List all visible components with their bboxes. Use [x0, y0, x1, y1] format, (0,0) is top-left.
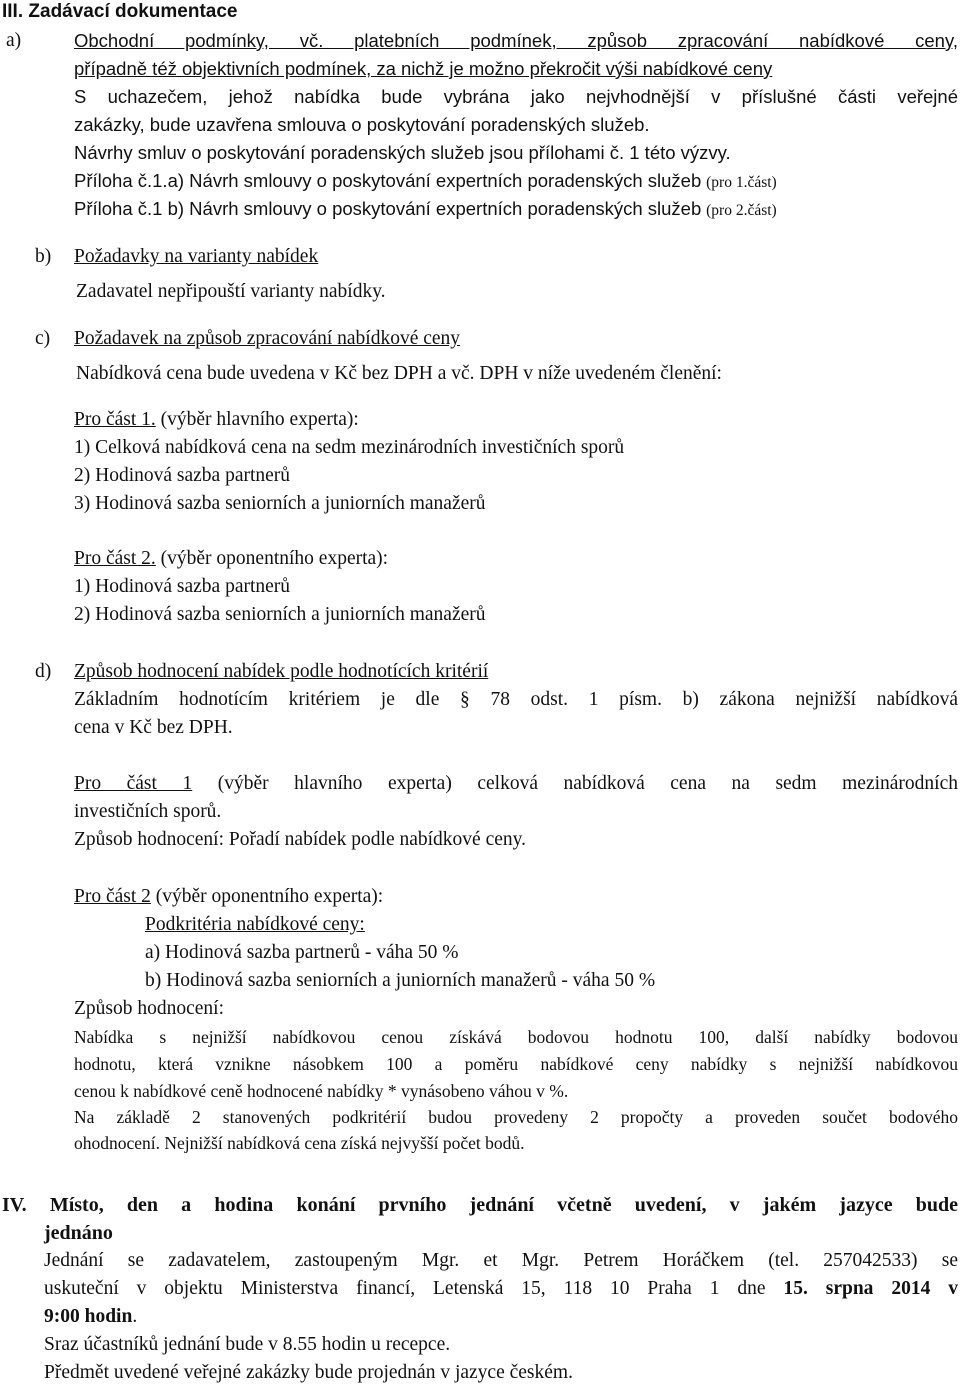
c-part2-label: Pro část 2. — [74, 548, 156, 569]
iv-meeting-date: 15. srpna 2014 v — [783, 1278, 958, 1299]
subsection-c-marker: c) — [35, 328, 51, 349]
d-method-line1: Nabídka s nejnižší nabídkovou cenou získává bodovou hodnotu 100, další nabídky bodovou — [74, 1027, 958, 1047]
d-subcriteria-title: Podkritéria nabídkové ceny: — [145, 914, 365, 935]
attachment-1a-text: Příloha č.1.a) Návrh smlouvy o poskytování expertních poradenských služeb — [74, 170, 702, 191]
iv-line3-period: . — [132, 1306, 138, 1327]
attachment-1b-part: (pro 2.část) — [706, 202, 777, 219]
section-iii-heading: III. Zadávací dokumentace — [2, 1, 238, 22]
section-iv-heading-line2: jednáno — [44, 1222, 113, 1244]
attachment-1a — [74, 167, 777, 197]
subsection-a-attachments-note: Návrhy smluv o poskytování poradenských služeb jsou přílohami č. 1 této výzvy. — [74, 142, 731, 163]
d-part1-label: Pro část 1 — [74, 773, 193, 794]
attachment-1b — [74, 195, 777, 225]
iv-meeting-time: 9:00 hodin — [44, 1306, 133, 1327]
d-part2-heading — [74, 883, 383, 911]
c-part2-heading — [74, 545, 388, 573]
c-part1-heading — [74, 406, 359, 434]
subsection-a-marker: a) — [6, 30, 22, 51]
c-part2-desc: (výběr oponentního experta): — [155, 548, 389, 569]
d-method-line4: Na základě 2 stanovených podkritérií budou provedeny 2 propočty a proveden součet bodového — [74, 1107, 958, 1127]
subsection-d-marker: d) — [35, 661, 52, 682]
d-subcriterion-a: a) Hodinová sazba partnerů - váha 50 % — [145, 942, 459, 963]
attachment-1b-text: Příloha č.1 b) Návrh smlouvy o poskytování expertních poradenských služeb — [74, 198, 702, 219]
subsection-a-title: Obchodní podmínky, vč. platebních podmínek, způsob zpracování nabídkové ceny, — [74, 30, 958, 51]
subsection-b-text: Zadavatel nepřipouští varianty nabídky. — [76, 281, 386, 302]
section-iv-heading: IV. Místo, den a hodina konání prvního jednání včetně uvedení, v jakém jazyce bude — [2, 1194, 958, 1216]
d-part2-desc: (výběr oponentního experta): — [150, 886, 384, 907]
d-part1-evaluation: Způsob hodnocení: Pořadí nabídek podle nabídkové ceny. — [74, 829, 527, 850]
subsection-a-title-line2: případně též objektivních podmínek, za nichž je možno překročit výši nabídkové ceny — [74, 58, 773, 79]
d-method-line2: hodnotu, která vznikne násobkem 100 a poměru nabídkové ceny nabídky s nejnižší nabídkovou — [74, 1054, 958, 1074]
iv-line1: Jednání se zadavatelem, zastoupeným Mgr. et Mgr. Petrem Horáčkem (tel. 257042533) se — [44, 1250, 958, 1271]
d-part1-line2: investičních sporů. — [74, 801, 222, 822]
iv-line5: Předmět uvedené veřejné zakázky bude projednán v jazyce českém. — [44, 1362, 573, 1383]
subsection-c-title: Požadavek na způsob zpracování nabídkové ceny — [74, 328, 461, 349]
d-part1-line1 — [74, 770, 958, 798]
d-evaluation-label: Způsob hodnocení: — [74, 998, 225, 1019]
iv-line2 — [44, 1275, 958, 1303]
subsection-a-paragraph-line2: zakázky, bude uzavřena smlouva o poskytování poradenských služeb. — [74, 114, 650, 135]
d-part2-label: Pro část 2 — [74, 886, 151, 907]
c-part1-label: Pro část 1. — [74, 409, 156, 430]
d-criterion-line1: Základním hodnotícím kritériem je dle § 78 odst. 1 písm. b) zákona nejnižší nabídková — [74, 689, 958, 710]
c-part1-desc: (výběr hlavního experta): — [155, 409, 359, 430]
c-part1-item: 2) Hodinová sazba partnerů — [74, 465, 291, 486]
subsection-b-marker: b) — [35, 246, 52, 267]
subsection-a-paragraph-line1: S uchazečem, jehož nabídka bude vybrána jako nejvhodnější v příslušné části veřejné — [74, 86, 958, 107]
attachment-1a-part: (pro 1.část) — [706, 174, 777, 191]
d-method-line3: cenou k nabídkové ceně hodnocené nabídky * vynásobeno váhou v %. — [74, 1081, 569, 1101]
subsection-b-title: Požadavky na varianty nabídek — [74, 246, 319, 267]
subsection-c-text: Nabídková cena bude uvedena v Kč bez DPH a vč. DPH v níže uvedeném členění: — [76, 363, 722, 384]
c-part1-item: 1) Celková nabídková cena na sedm mezinárodních investičních sporů — [74, 437, 625, 458]
d-method-line5: ohodnocení. Nejnižší nabídková cena získá nejvyšší počet bodů. — [74, 1133, 525, 1153]
d-part1-desc: (výběr hlavního experta) celková nabídková cena na sedm mezinárodních — [192, 773, 958, 794]
c-part2-item: 1) Hodinová sazba partnerů — [74, 576, 291, 597]
d-criterion-line2: cena v Kč bez DPH. — [74, 717, 233, 738]
c-part2-item: 2) Hodinová sazba seniorních a juniorních manažerů — [74, 604, 486, 625]
iv-line3 — [44, 1303, 137, 1331]
subsection-d-title: Způsob hodnocení nabídek podle hodnotících kritérií — [74, 661, 489, 682]
d-subcriterion-b: b) Hodinová sazba seniorních a juniorních manažerů - váha 50 % — [145, 970, 656, 991]
c-part1-item: 3) Hodinová sazba seniorních a juniorních manažerů — [74, 493, 486, 514]
iv-line2-text: uskuteční v objektu Ministerstva financí, Letenská 15, 118 10 Praha 1 dne — [44, 1278, 784, 1299]
iv-line4: Sraz účastníků jednání bude v 8.55 hodin u recepce. — [44, 1334, 451, 1355]
